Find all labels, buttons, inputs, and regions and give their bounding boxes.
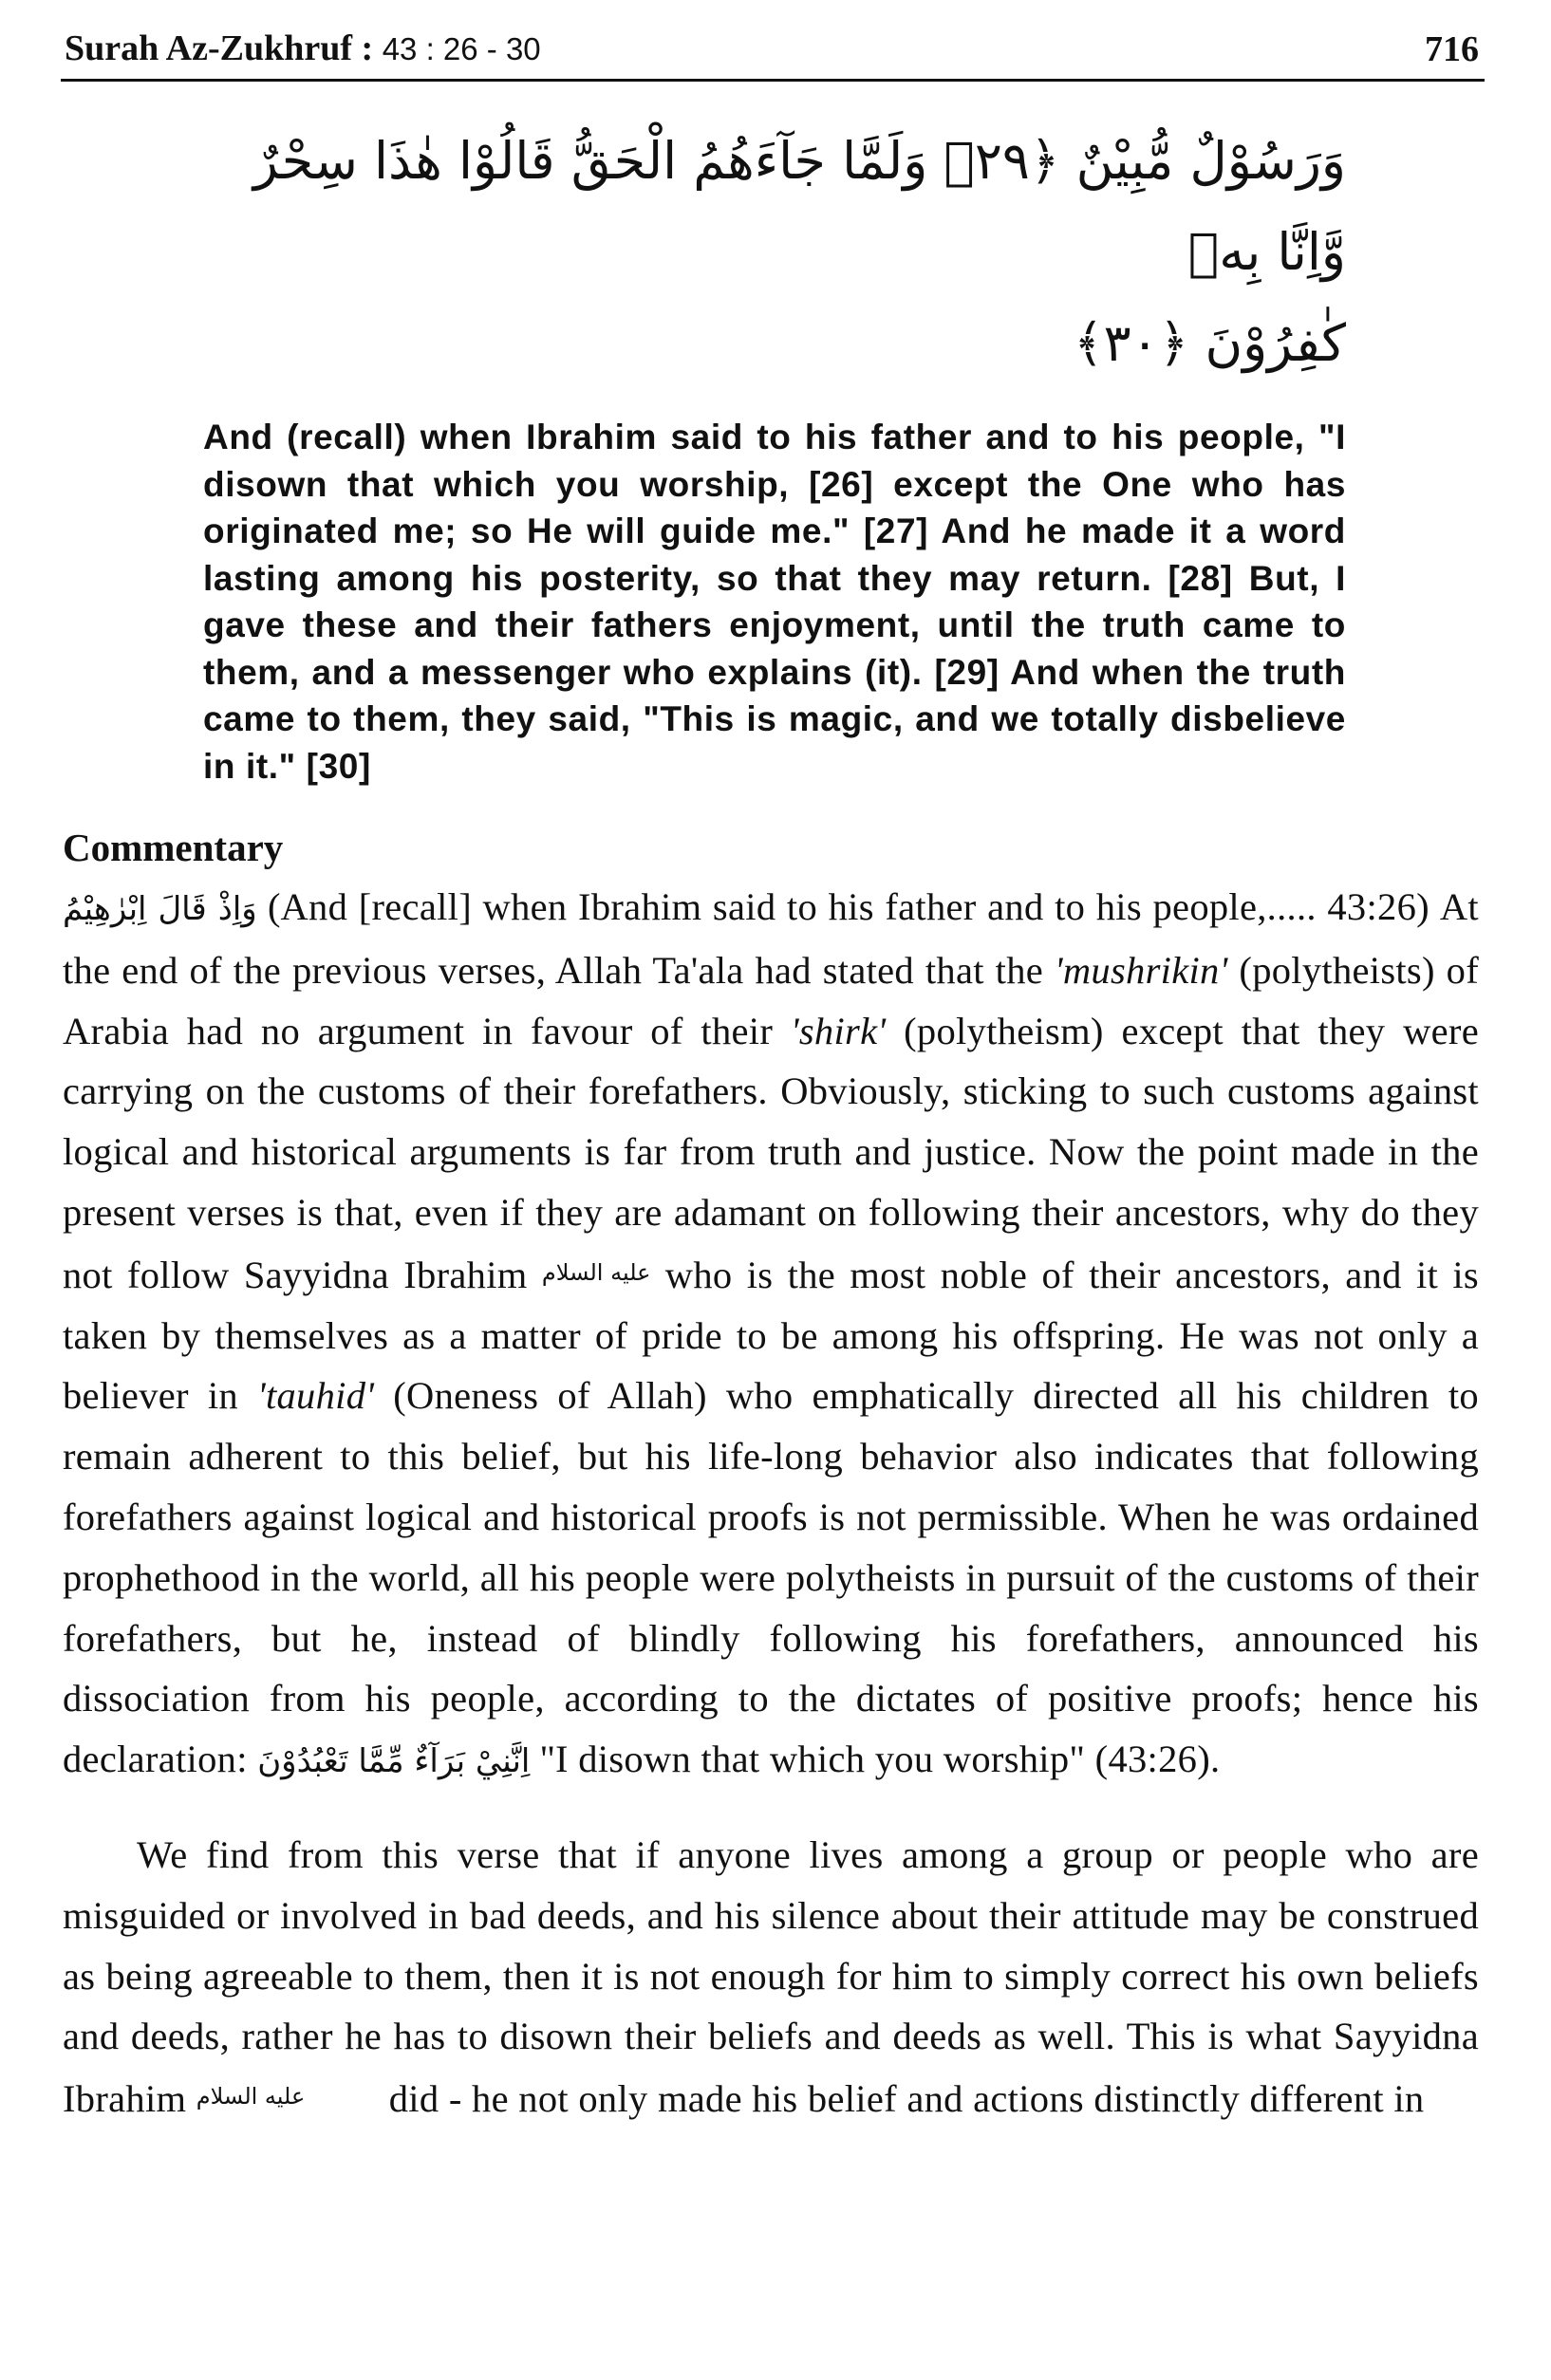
text-run: did - he not only made his belief and actions distinctly different in [379,2077,1425,2121]
arabic-verse-line-1: وَرَسُوْلٌ مُّبِيْنٌ ﴿٢٩﴾ وَلَمَّا جَآءَهُمُ الْحَقُّ قَالُوْا هٰذَا سِحْرٌ وَّاِنَّا بِهٖ [252,131,1346,282]
text-run: (polytheists) of Arabia had no argument in favour of their [63,948,1479,1052]
book-page [61,27,1485,2129]
honorific-seal: عليه السلام [541,1258,651,1286]
arabic-quote: وَاِذْ قَالَ اِبْرٰهِيْمُ [63,890,257,928]
commentary-heading: Commentary [63,826,284,869]
text-run: (Oneness of Allah) who emphatically directed all his children to remain adherent to this belief, but his life-long behavior also indicates that following forefathers against logical and historical proofs is not permissible. When he was ordained prophethood in the world, all his people were polytheists in pursuit of the customs of their forefathers, but he, instead of blindly following his forefathers, announced his dissociation from his people, according to the dictates of positive proofs; hence his declaration: [63,1374,1479,1781]
commentary-paragraph-1 [63,877,1479,1793]
italic-term: 'shirk' [790,1009,887,1052]
text-run: (And [recall] when Ibrahim said to his father and to his people,..... 43:26) At the end of the previous verses, Allah Ta'ala had stated that the [63,885,1479,992]
verse-translation: And (recall) when Ibrahim said to his father and to his people, "I disown that which you worship, [26] except the One who has originated me; so He will guide me." [27] And he made it a word lasting among his posterity, so that they may return. [28] But, I gave these and their fathers enjoyment, until the truth came to them, and a messenger who explains (it). [29] And when the truth came to them, they said, "This is magic, and we totally disbelieve in it." [30] [203,418,1346,786]
arabic-verse-block [61,82,1485,389]
italic-term: 'mushrikin' [1054,948,1228,992]
text-run: "I disown that which you worship" (43:26). [530,1738,1221,1781]
text-run: who is the most noble of their ancestors, and it is taken by themselves as a matter of pride to be among his offspring. He was not only a believer in [63,1253,1479,1418]
honorific-seal: عليه السلام [196,2083,306,2110]
arabic-quote: اِنَّنِيْ بَرَآءٌ مِّمَّا تَعْبُدُوْنَ [257,1742,531,1781]
verse-reference: 43 : 26 - 30 [382,31,541,66]
surah-title [65,27,541,71]
page-number: 716 [1425,29,1479,69]
commentary-paragraph-2 [63,1825,1479,2129]
arabic-verse-line-2: كٰفِرُوْنَ ﴿٣٠﴾ [1073,313,1346,373]
running-header [61,27,1485,79]
text-run: We find from this verse that if anyone lives among a group or people who are misguided or involved in bad deeds, and his silence about their attitude may be construed as being agreeable to them, then it is not enough for him to simply correct his own beliefs and deeds, rather he has to disown their beliefs and deeds as well. This is what Sayyidna Ibrahim [63,1832,1479,2121]
surah-name: Surah Az-Zukhruf : [65,28,383,68]
text-run: (polytheism) except that they were carrying on the customs of their forefathers. Obviously, sticking to such customs against logical and historical arguments is far from truth and justice. Now the point made in the present verses is that, even if they are adamant on following their ancestors, why do they not follow Sayyidna Ibrahim [63,1009,1479,1296]
italic-term: 'tauhid' [256,1374,375,1418]
